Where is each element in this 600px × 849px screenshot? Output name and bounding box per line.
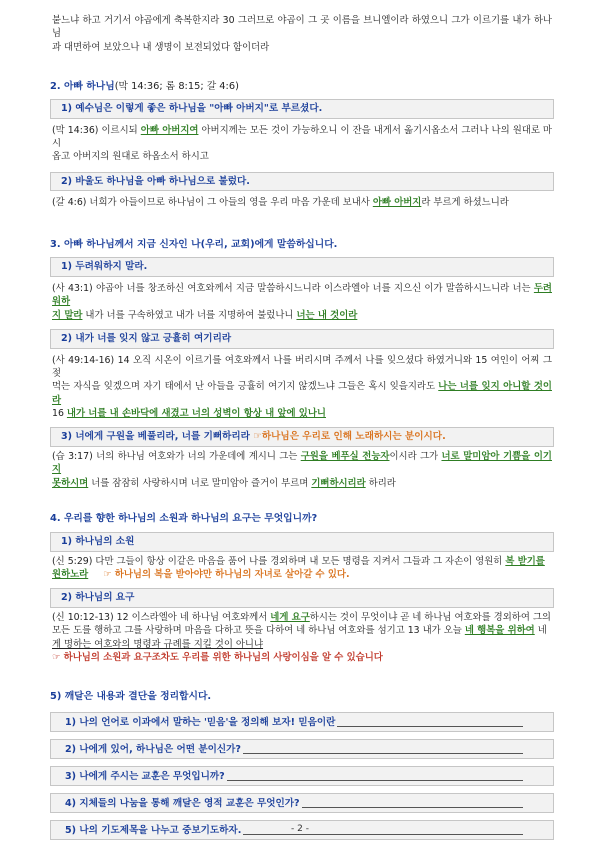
verse-text: 네: [534, 625, 547, 637]
note-text: ☞ 하나님의 소원과 요구조차도 우리를 위한 하나님의 사랑이심을 알 수 있습니다: [52, 651, 383, 663]
verse-text: 아버지께는 모든 것이 가능하오니 이 잔을 내게서 옮기시옵소서 그러나 나의 원대로 마시: [52, 124, 552, 149]
section-2-title: 2. 아빠 하나님: [50, 81, 115, 93]
section-3-verse-3: [50, 450, 554, 490]
intro-line-2: 과 대면하여 보았으나 내 생명이 보전되었다 함이더라: [52, 41, 270, 53]
verse-highlight: 아빠 아버지: [372, 197, 422, 209]
page-number: - 2 -: [291, 824, 309, 834]
section-5-heading: 5) 깨달은 내용과 결단을 정리합시다.: [50, 691, 212, 703]
section-4-verse-2: [50, 611, 554, 664]
verse-highlight: 아빠 아버지여: [140, 124, 199, 136]
verse-text: (습 3:17) 너의 하나님 여호와가 너의 가운데에 계시니 그는: [52, 451, 301, 463]
verse-text: (막 14:36) 이르시되: [52, 124, 141, 136]
verse-text: 라 부르게 하셨느니라: [421, 197, 509, 209]
verse-text: 게 명하는 여호와의 명령과 규례를 지킬 것이 아니냐: [52, 638, 264, 650]
verse-highlight: 못하시며: [52, 477, 89, 489]
verse-highlight: 네게 요구: [270, 611, 310, 623]
verse-highlight: 지 말라: [52, 309, 83, 321]
answer-line[interactable]: [302, 807, 523, 808]
section-3-sub-2: 2) 내가 너를 잊지 않고 긍휼히 여기리라: [50, 329, 554, 349]
verse-highlight: 원하노라: [52, 568, 89, 580]
section-2-sub-1: 1) 예수님은 이렇게 좋은 하나님을 "아빠 아버지"로 부르셨다.: [50, 99, 554, 119]
section-2-sub-2: 2) 바울도 하나님을 아빠 하나님으로 불렀다.: [50, 172, 554, 192]
verse-text: 하리라: [365, 477, 396, 489]
intro-line-1: 붙느냐 하고 거기서 야곱에게 축복한지라 30 그러므로 야곱이 그 곳 이름을 브니엘이라 하였으니 그가 이르기를 내가 하나님: [52, 15, 552, 40]
verse-highlight: 내가 너를 내 손바닥에 새겼고 너의 성벽이 항상 내 앞에 있나니: [66, 408, 326, 420]
section-4-sub-1: 1) 하나님의 소원: [50, 532, 554, 552]
question-label: 4) 지체들의 나눔을 통해 깨달은 영적 교훈은 무엇인가?: [65, 797, 300, 809]
section-3-verse-1: [50, 282, 554, 322]
section-4-sub-2: 2) 하나님의 요구: [50, 588, 554, 608]
question-label: 5) 나의 기도제목을 나누고 중보기도하자.: [65, 824, 242, 836]
section-2-ref: (막 14:36; 롬 8:15; 갈 4:6): [114, 81, 239, 93]
verse-text: 이시라 그가: [389, 451, 442, 463]
question-label: 1) 나의 언어로 이과에서 말하는 '믿음'을 정의해 보자! 믿음이란: [65, 716, 336, 728]
question-1: [50, 712, 554, 732]
sub-note: ☞하나님은 우리로 인해 노래하시는 분이시다.: [253, 431, 446, 443]
verse-text: 하시는 것이 무엇이냐 곧 네 하나님 여호와를 경외하여 그의: [309, 611, 551, 623]
verse-text: 너를 잠잠히 사랑하시며 너로 말미암아 즐거이 부르며: [88, 477, 312, 489]
section-2-verse-2: [50, 196, 554, 209]
verse-text: 모든 도를 행하고 그를 사랑하며 마음을 다하고 뜻을 다하여 네 하나님 여호와를 섬기고 13 내가 오늘: [52, 625, 465, 637]
verse-text: (사 49:14-16) 14 오직 시온이 이르기를 여호와께서 나를 버리시며 주께서 나를 잊으셨다 하였거니와 15 여인이 어찌 그 젖: [52, 354, 552, 380]
section-4-verse-1: [50, 555, 554, 582]
verse-text: 먹는 자식을 잊겠으며 자기 태에서 난 아들을 긍휼히 여기지 않겠느냐 그들은 혹시 잊을지라도: [52, 381, 439, 393]
answer-line[interactable]: [227, 780, 523, 781]
verse-text: (사 43:1) 야곱아 너를 창조하신 여호와께서 지금 말씀하시느니라 이스라엘아 너를 지으신 이가 말씀하시느니라 너는: [52, 283, 534, 295]
verse-highlight: 기뻐하시리라: [311, 477, 366, 489]
answer-line[interactable]: [337, 726, 523, 727]
sub-title: 3) 너에게 구원을 베풀리라, 너를 기뻐하리라: [61, 431, 250, 443]
verse-highlight: 너로 말미암아 기쁨을 이기지: [52, 451, 552, 476]
answer-line[interactable]: [243, 753, 523, 754]
verse-highlight: 두려워하: [52, 283, 552, 308]
section-2-verse-1: [50, 124, 554, 164]
section-3-sub-3: [50, 427, 554, 447]
verse-text: 옵고 아버지의 원대로 하옵소서 하시고: [52, 151, 209, 163]
verse-text: 16: [52, 408, 67, 420]
verse-highlight: 네 행복을 위하여: [464, 625, 535, 637]
question-label: 2) 나에게 있어, 하나님은 어떤 분이신가?: [65, 743, 241, 755]
question-4: [50, 793, 554, 813]
verse-highlight: 복 받기를: [505, 555, 545, 567]
section-3-verse-2: [50, 354, 554, 421]
section-4-heading: 4. 우리를 향한 하나님의 소원과 하나님의 요구는 무엇입니까?: [50, 513, 318, 525]
verse-highlight: 나는 너를 잊지 아니할 것이라: [52, 381, 552, 406]
section-3-heading: 3. 아빠 하나님께서 지금 신자인 나(우리, 교회)에게 말씀하십니다.: [50, 238, 338, 250]
intro-paragraph: [50, 14, 554, 54]
verse-highlight: 너는 내 것이라: [296, 309, 358, 321]
question-3: [50, 766, 554, 786]
verse-text: (신 10:12-13) 12 이스라엘아 네 하나님 여호와께서: [52, 611, 271, 623]
section-3-sub-1: 1) 두려워하지 말라.: [50, 257, 554, 277]
verse-text: (갈 4:6) 너희가 아들이므로 하나님이 그 아들의 영을 우리 마음 가운데 보내사: [52, 197, 373, 209]
question-2: [50, 739, 554, 759]
verse-highlight: 구원을 베푸실 전능자: [300, 451, 390, 463]
verse-text: (신 5:29) 다만 그들이 항상 이같은 마음을 품어 나를 경외하며 내 모든 명령을 지켜서 그들과 그 자손이 영원히: [52, 555, 506, 567]
question-label: 3) 나에게 주시는 교훈은 무엇입니까?: [65, 770, 225, 782]
document-page: [50, 14, 554, 840]
verse-text: 내가 너를 구속하였고 내가 너를 지명하여 불렀나니: [82, 309, 297, 321]
note-text: ☞ 하나님의 복을 받아야만 하나님의 자녀로 살아갈 수 있다.: [103, 568, 350, 580]
section-2-heading: [50, 80, 554, 94]
